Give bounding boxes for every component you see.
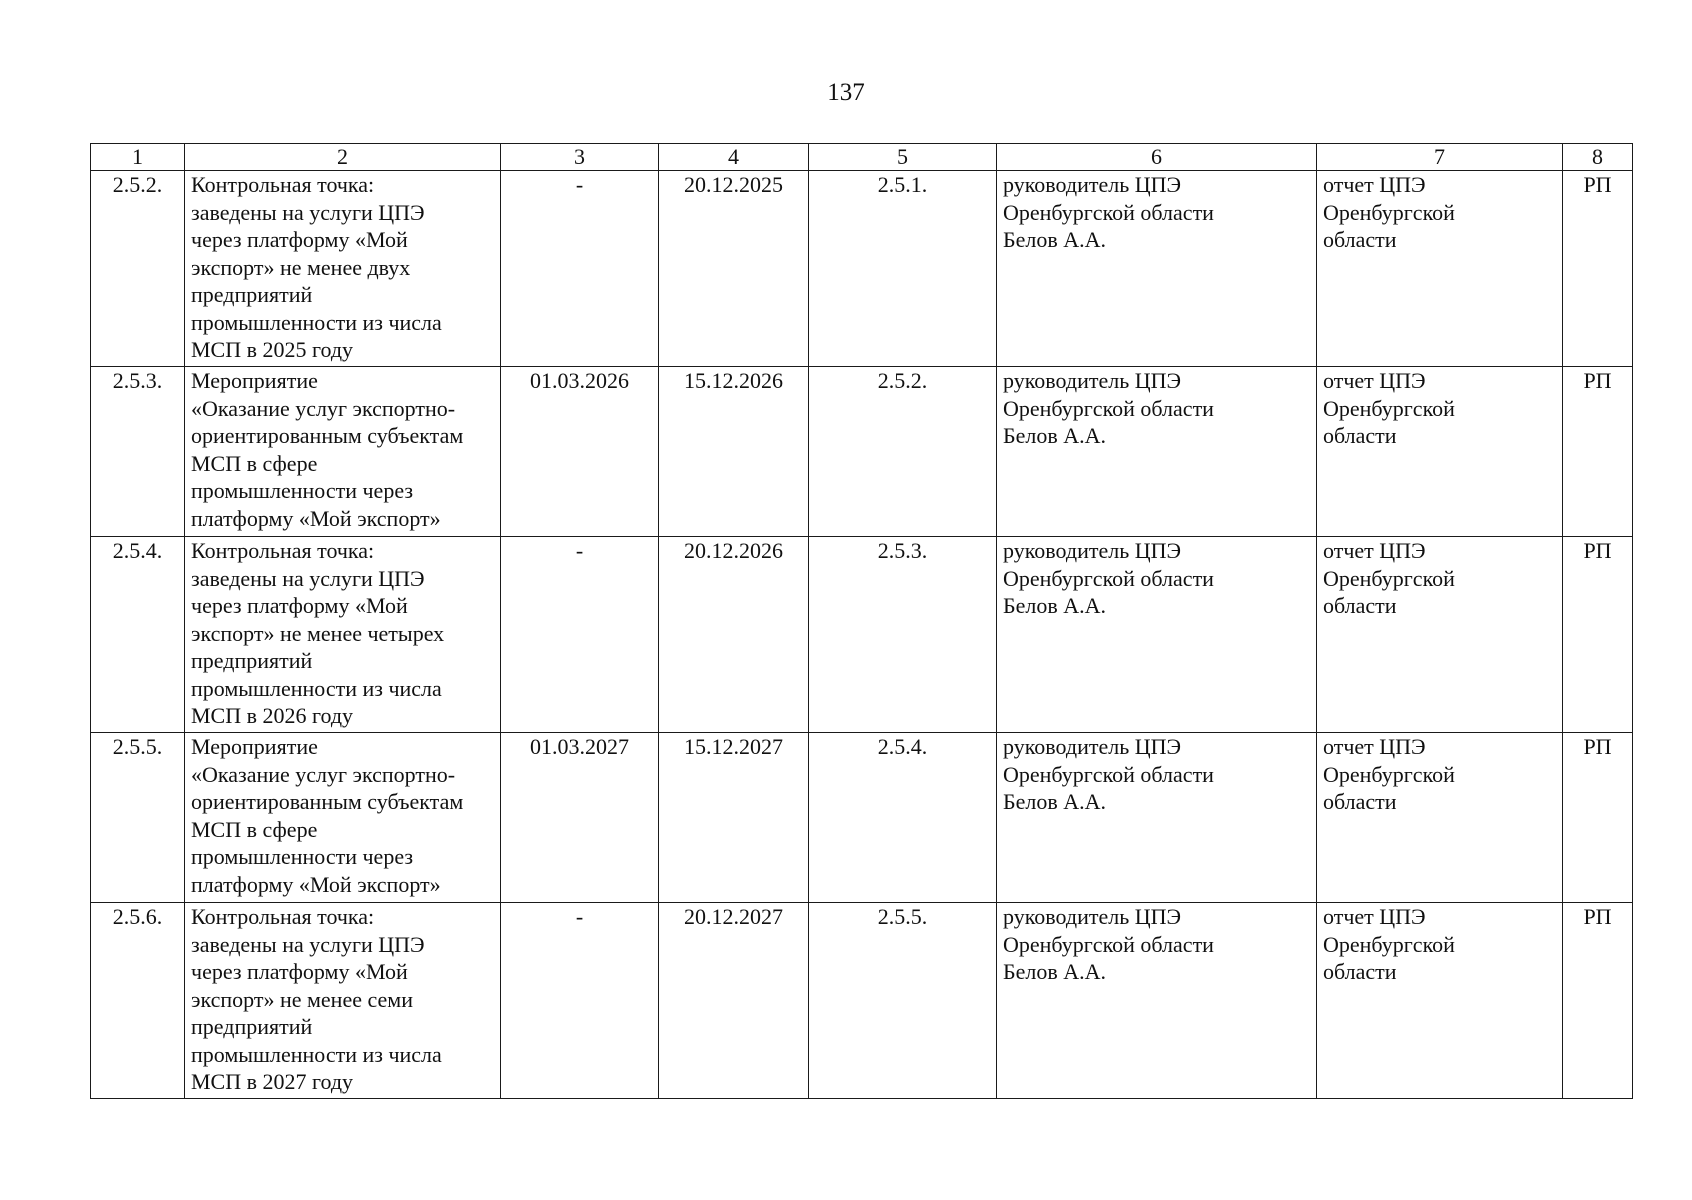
result-document-line: отчет ЦПЭ <box>1323 904 1426 929</box>
item-description-line: МСП в 2027 году <box>191 1069 354 1094</box>
item-description-line: «Оказание услуг экспортно- <box>191 395 456 421</box>
table-body <box>91 171 1633 1099</box>
responsible-person <box>997 171 1317 367</box>
column-header: 8 <box>1563 144 1633 171</box>
end-date: 15.12.2027 <box>659 733 809 903</box>
predecessor: 2.5.2. <box>809 367 997 537</box>
result-document <box>1317 367 1563 537</box>
item-description-line: через платформу «Мой <box>191 593 408 618</box>
control-level: РП <box>1563 171 1633 367</box>
end-date: 20.12.2027 <box>659 903 809 1099</box>
column-header: 5 <box>809 144 997 171</box>
item-description-line: Мероприятие <box>191 368 318 393</box>
item-description <box>185 537 501 733</box>
responsible-person-line: руководитель ЦПЭ <box>1003 368 1182 393</box>
table-row <box>91 733 1633 903</box>
responsible-person-line: Белов А.А. <box>1003 423 1107 448</box>
table-row <box>91 367 1633 537</box>
item-description-line: МСП в сфере <box>191 816 318 842</box>
item-description-line: через платформу «Мой <box>191 227 408 252</box>
table-row <box>91 903 1633 1099</box>
predecessor: 2.5.5. <box>809 903 997 1099</box>
item-description-line: промышленности из числа <box>191 675 442 701</box>
control-level: РП <box>1563 903 1633 1099</box>
responsible-person-line: Оренбургской области <box>1003 761 1214 787</box>
item-number: 2.5.5. <box>91 733 185 903</box>
column-header: 6 <box>997 144 1317 171</box>
responsible-person-line: Белов А.А. <box>1003 789 1107 814</box>
responsible-person-line: руководитель ЦПЭ <box>1003 734 1182 759</box>
result-document-line: Оренбургской <box>1323 565 1455 591</box>
item-description-line: МСП в 2025 году <box>191 337 354 362</box>
item-description-line: Мероприятие <box>191 734 318 759</box>
table-row <box>91 171 1633 367</box>
responsible-person-line: руководитель ЦПЭ <box>1003 172 1182 197</box>
table-row <box>91 537 1633 733</box>
item-description <box>185 367 501 537</box>
control-level: РП <box>1563 733 1633 903</box>
item-number: 2.5.4. <box>91 537 185 733</box>
item-description <box>185 171 501 367</box>
start-date: - <box>501 171 659 367</box>
responsible-person-line: Оренбургской области <box>1003 395 1214 421</box>
result-document <box>1317 733 1563 903</box>
responsible-person-line: Оренбургской области <box>1003 931 1214 957</box>
item-description-line: промышленности через <box>191 478 414 503</box>
result-document-line: области <box>1323 959 1397 984</box>
item-description-line: через платформу «Мой <box>191 959 408 984</box>
control-level: РП <box>1563 367 1633 537</box>
item-description-line: экспорт» не менее двух <box>191 254 411 280</box>
item-number: 2.5.6. <box>91 903 185 1099</box>
responsible-person <box>997 733 1317 903</box>
header-row <box>91 144 1633 171</box>
column-header: 4 <box>659 144 809 171</box>
item-description-line: платформу «Мой экспорт» <box>191 505 441 531</box>
column-header: 3 <box>501 144 659 171</box>
item-description-line: промышленности из числа <box>191 309 442 335</box>
item-description-line: Контрольная точка: <box>191 904 375 929</box>
start-date: 01.03.2026 <box>501 367 659 537</box>
item-description-line: предприятий <box>191 282 313 307</box>
item-description-line: экспорт» не менее семи <box>191 986 413 1012</box>
result-document <box>1317 537 1563 733</box>
page-number: 137 <box>827 79 865 106</box>
result-document <box>1317 171 1563 367</box>
result-document-line: Оренбургской <box>1323 931 1455 957</box>
result-document-line: области <box>1323 227 1397 252</box>
start-date: 01.03.2027 <box>501 733 659 903</box>
result-document-line: отчет ЦПЭ <box>1323 172 1426 197</box>
item-description-line: промышленности через <box>191 844 414 869</box>
item-description-line: «Оказание услуг экспортно- <box>191 761 456 787</box>
result-document-line: Оренбургской <box>1323 761 1455 787</box>
item-description-line: МСП в сфере <box>191 450 318 476</box>
responsible-person-line: Оренбургской области <box>1003 565 1214 591</box>
end-date: 20.12.2025 <box>659 171 809 367</box>
item-description-line: ориентированным субъектам <box>191 423 464 448</box>
result-document-line: области <box>1323 789 1397 814</box>
responsible-person-line: руководитель ЦПЭ <box>1003 904 1182 929</box>
result-document-line: области <box>1323 423 1397 448</box>
predecessor: 2.5.1. <box>809 171 997 367</box>
column-header: 7 <box>1317 144 1563 171</box>
item-description-line: экспорт» не менее четырех <box>191 620 445 646</box>
item-description-line: ориентированным субъектам <box>191 789 464 814</box>
result-document-line: отчет ЦПЭ <box>1323 538 1426 563</box>
result-document-line: области <box>1323 593 1397 618</box>
item-description-line: заведены на услуги ЦПЭ <box>191 565 425 591</box>
column-header: 2 <box>185 144 501 171</box>
start-date: - <box>501 537 659 733</box>
result-document-line: отчет ЦПЭ <box>1323 734 1426 759</box>
item-description-line: предприятий <box>191 1014 313 1039</box>
item-description-line: платформу «Мой экспорт» <box>191 871 441 897</box>
result-document <box>1317 903 1563 1099</box>
responsible-person-line: руководитель ЦПЭ <box>1003 538 1182 563</box>
item-description-line: промышленности из числа <box>191 1041 442 1067</box>
item-description-line: заведены на услуги ЦПЭ <box>191 199 425 225</box>
responsible-person-line: Оренбургской области <box>1003 199 1214 225</box>
control-level: РП <box>1563 537 1633 733</box>
result-document-line: Оренбургской <box>1323 395 1455 421</box>
result-document-line: Оренбургской <box>1323 199 1455 225</box>
responsible-person-line: Белов А.А. <box>1003 227 1107 252</box>
responsible-person-line: Белов А.А. <box>1003 959 1107 984</box>
item-description <box>185 903 501 1099</box>
item-description-line: Контрольная точка: <box>191 172 375 197</box>
item-description-line: МСП в 2026 году <box>191 703 354 728</box>
item-number: 2.5.3. <box>91 367 185 537</box>
responsible-person <box>997 537 1317 733</box>
schedule-table <box>90 143 1633 1099</box>
predecessor: 2.5.3. <box>809 537 997 733</box>
item-description <box>185 733 501 903</box>
item-description-line: заведены на услуги ЦПЭ <box>191 931 425 957</box>
item-description-line: Контрольная точка: <box>191 538 375 563</box>
column-header: 1 <box>91 144 185 171</box>
predecessor: 2.5.4. <box>809 733 997 903</box>
responsible-person <box>997 903 1317 1099</box>
result-document-line: отчет ЦПЭ <box>1323 368 1426 393</box>
item-number: 2.5.2. <box>91 171 185 367</box>
start-date: - <box>501 903 659 1099</box>
responsible-person-line: Белов А.А. <box>1003 593 1107 618</box>
end-date: 15.12.2026 <box>659 367 809 537</box>
item-description-line: предприятий <box>191 648 313 673</box>
end-date: 20.12.2026 <box>659 537 809 733</box>
responsible-person <box>997 367 1317 537</box>
